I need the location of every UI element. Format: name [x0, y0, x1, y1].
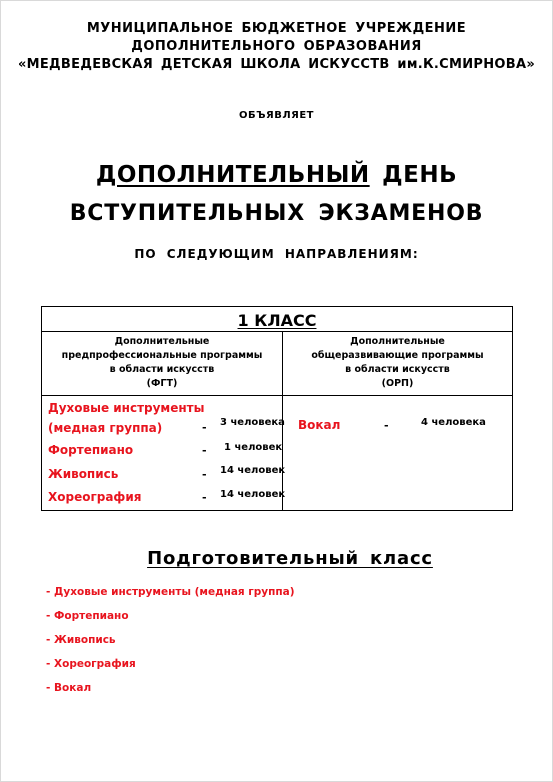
header-line-3: «МЕДВЕДЕВСКАЯ ДЕТСКАЯ ШКОЛА ИСКУССТВ им.К.СМИРНОВА»	[17, 57, 536, 72]
dash: -	[384, 419, 389, 432]
right-header-line: в области искусств	[345, 364, 450, 375]
student-count: 14 человек	[220, 489, 286, 500]
list-item: - Вокал	[46, 682, 92, 694]
left-column-header	[42, 335, 282, 391]
preparatory-list	[46, 584, 295, 704]
main-title-line-1	[0, 162, 553, 188]
student-count: 3 человека	[220, 417, 285, 428]
program-name: (медная группа)	[48, 421, 163, 435]
header-line-2: ДОПОЛНИТЕЛЬНОГО ОБРАЗОВАНИЯ	[131, 39, 422, 54]
table-heading	[42, 307, 512, 332]
program-name: Хореография	[48, 490, 142, 504]
announces-text: ОБЪЯВЛЯЕТ	[239, 110, 314, 121]
list-item: - Фортепиано	[46, 610, 129, 622]
header-divider	[42, 395, 512, 396]
subtitle: ПО СЛЕДУЮЩИМ НАПРАВЛЕНИЯМ:	[134, 247, 419, 261]
dash: -	[202, 468, 207, 481]
left-header-line: (ФГТ)	[146, 378, 178, 389]
table-heading-text: 1 КЛАСС	[237, 311, 317, 330]
left-header-line: Дополнительные	[114, 336, 210, 347]
list-item: - Духовые инструменты (медная группа)	[46, 586, 295, 598]
dash: -	[202, 421, 207, 434]
list-item: - Хореография	[46, 658, 136, 670]
left-header-line: в области искусств	[109, 364, 215, 375]
student-count: 1 человек	[224, 442, 283, 453]
right-header-line: Дополнительные	[350, 336, 445, 347]
dash: -	[202, 444, 207, 457]
right-header-line: общеразвивающие программы	[311, 350, 484, 361]
exam-table	[41, 306, 513, 511]
main-title-underlined: ДОПОЛНИТЕЛЬНЫЙ	[95, 162, 370, 188]
program-name: Вокал	[298, 418, 341, 432]
main-title-rest: ДЕНЬ	[382, 162, 458, 188]
left-header-line: предпрофессиональные программы	[61, 350, 263, 361]
program-name: Духовые инструменты	[48, 401, 205, 415]
main-title-line-2: ВСТУПИТЕЛЬНЫХ ЭКЗАМЕНОВ	[69, 201, 484, 226]
student-count: 4 человека	[421, 417, 486, 428]
header-line-1: МУНИЦИПАЛЬНОЕ БЮДЖЕТНОЕ УЧРЕЖДЕНИЕ	[86, 21, 467, 36]
program-name: Живопись	[48, 467, 119, 481]
dash: -	[202, 491, 207, 504]
right-column-header	[283, 335, 512, 391]
right-header-line: (ОРП)	[381, 378, 414, 389]
list-item: - Живопись	[46, 634, 116, 646]
program-name: Фортепиано	[48, 443, 134, 457]
preparatory-title: Подготовительный класс	[147, 548, 433, 569]
student-count: 14 человек	[220, 465, 286, 476]
